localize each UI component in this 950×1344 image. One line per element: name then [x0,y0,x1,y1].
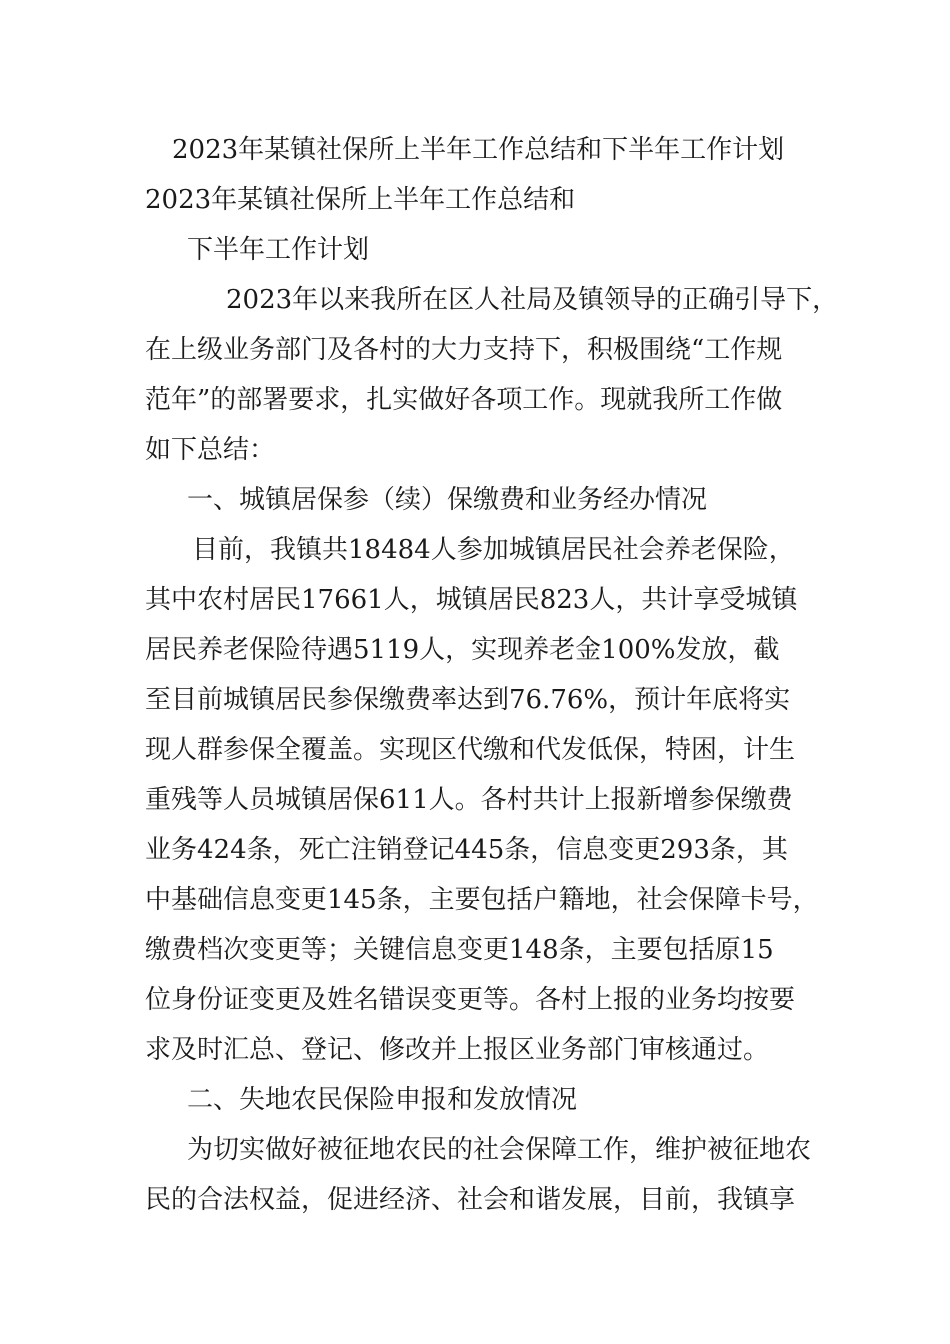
subtitle-line-1: 2023年某镇社保所上半年工作总结和 [145,185,576,215]
section-1-line: 至目前城镇居民参保缴费率达到76.76%，预计年底将实 [145,685,791,715]
document-title: 2023年某镇社保所上半年工作总结和下半年工作计划 [172,135,785,165]
section-2-line: 为切实做好被征地农民的社会保障工作，维护被征地农 [187,1135,812,1165]
section-1-line: 其中农村居民17661人，城镇居民823人，共计享受城镇 [145,585,798,615]
intro-line: 2023年以来我所在区人社局及镇领导的正确引导下， [226,285,839,315]
section-2-heading: 二、失地农民保险申报和发放情况 [187,1085,578,1115]
section-1-line: 位身份证变更及姓名错误变更等。各村上报的业务均按要 [145,985,796,1015]
section-1-line: 中基础信息变更145条，主要包括户籍地，社会保障卡号， [145,885,819,915]
section-1-line: 业务424条，死亡注销登记445条，信息变更293条，其 [145,835,788,865]
intro-line: 在上级业务部门及各村的大力支持下，积极围绕“工作规 [145,335,783,365]
intro-line: 如下总结： [145,435,276,465]
section-1-line: 缴费档次变更等；关键信息变更148条，主要包括原15 [145,935,774,965]
section-1-line: 现人群参保全覆盖。实现区代缴和代发低保，特困，计生 [145,735,796,765]
section-1-line: 求及时汇总、登记、修改并上报区业务部门审核通过。 [145,1035,770,1065]
intro-line: 范年”的部署要求，扎实做好各项工作。现就我所工作做 [145,385,783,415]
section-1-line: 目前，我镇共18484人参加城镇居民社会养老保险， [192,535,795,565]
section-1-line: 重残等人员城镇居保611人。各村共计上报新增参保缴费 [145,785,793,815]
section-2-line: 民的合法权益，促进经济、社会和谐发展，目前，我镇享 [145,1185,796,1215]
section-1-line: 居民养老保险待遇5119人，实现养老金100%发放，截 [145,635,780,665]
section-1-heading: 一、城镇居保参（续）保缴费和业务经办情况 [187,485,708,515]
subtitle-line-2: 下半年工作计划 [187,235,370,265]
